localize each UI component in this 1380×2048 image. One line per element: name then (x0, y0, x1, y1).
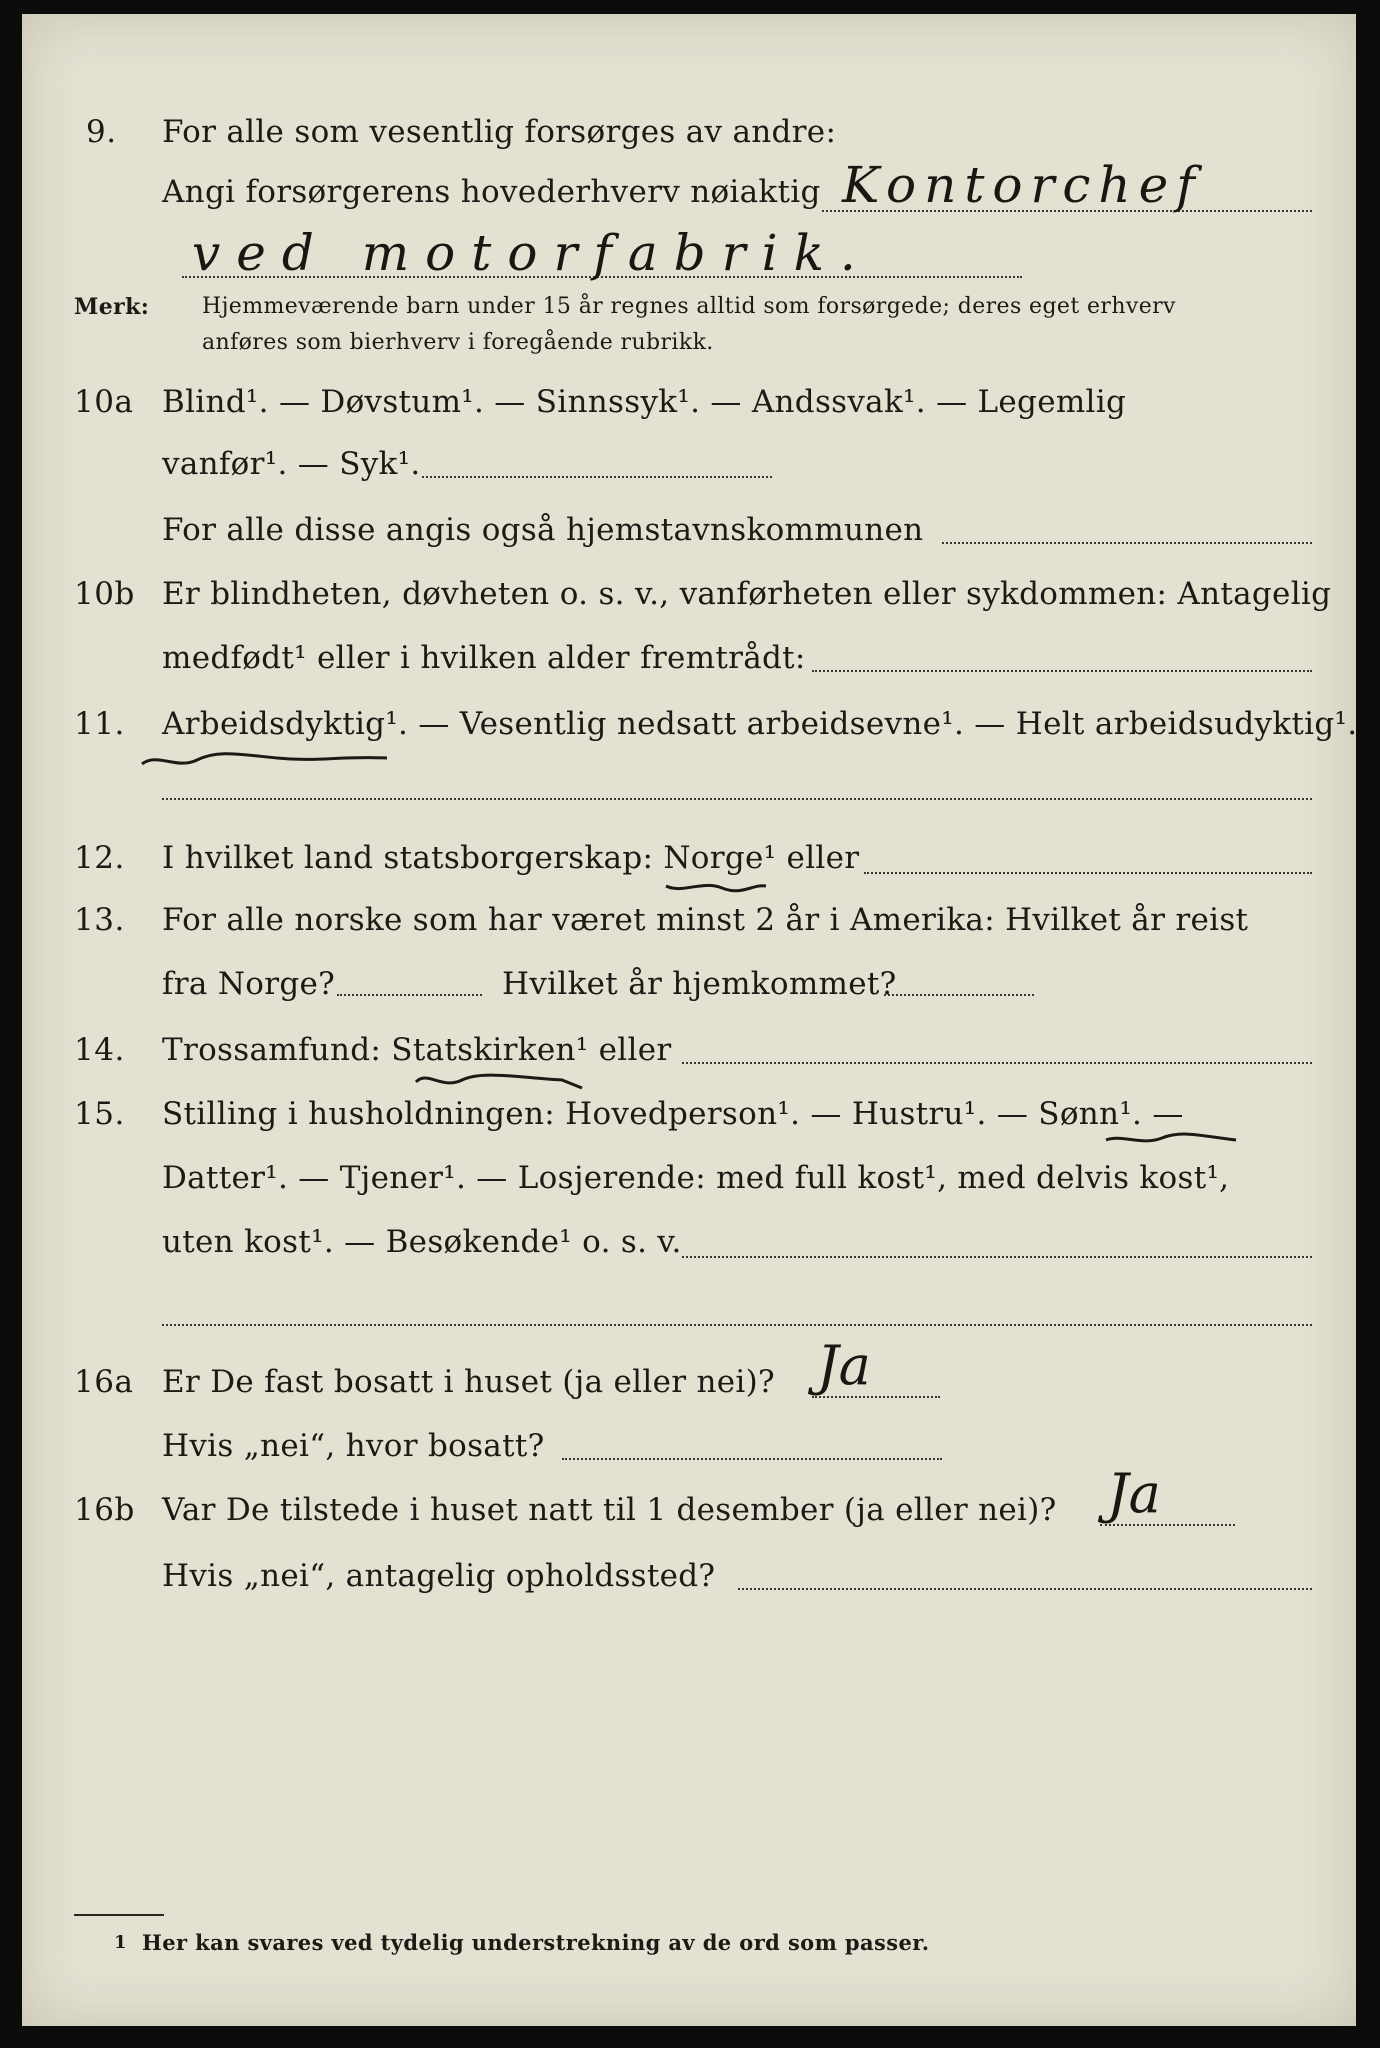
q16a-line1: Er De fast bosatt i huset (ja eller nei)? (162, 1364, 775, 1400)
merk-line1: Hjemmeværende barn under 15 år regnes alltid som forsørgede; deres eget erhverv (202, 294, 1176, 319)
q11-answer-line[interactable] (162, 798, 1312, 800)
q16b-answer-line[interactable] (1100, 1524, 1235, 1526)
q13-number: 13. (74, 902, 125, 938)
q13-line2b: Hvilket år hjemkommet? (502, 966, 897, 1002)
q10b-answer-line[interactable] (812, 670, 1312, 672)
q9-number: 9. (86, 114, 117, 150)
q9-line1: For alle som vesentlig forsørges av andre: (162, 114, 837, 150)
q16b-line2: Hvis „nei“, antagelig opholdssted? (162, 1558, 716, 1594)
q16a-residence-line[interactable] (562, 1458, 942, 1460)
q10a-hometown-line[interactable] (942, 542, 1312, 544)
q12-number: 12. (74, 840, 125, 876)
q16a-number: 16a (74, 1364, 134, 1400)
q13-line1: For alle norske som har været minst 2 år i Amerika: Hvilket år reist (162, 902, 1249, 938)
q10a-number: 10a (74, 384, 134, 420)
census-form-page (22, 14, 1356, 2026)
q12-answer-line[interactable] (864, 872, 1312, 874)
q14-number: 14. (74, 1032, 125, 1068)
q11-underline-scribble (137, 744, 397, 774)
q16a-handwritten-answer[interactable]: Ja (817, 1334, 871, 1397)
footnote-rule (74, 1914, 164, 1916)
q16b-handwritten-answer[interactable]: Ja (1107, 1462, 1161, 1525)
q14-underline-scribble (412, 1066, 592, 1096)
q9-handwritten-answer2[interactable]: ved motorfabrik. (192, 224, 872, 282)
q13-departure-year-line[interactable] (337, 994, 482, 996)
q10a-line1: Blind¹. — Døvstum¹. — Sinnssyk¹. — Andssvak¹. — Legemlig (162, 384, 1127, 420)
q10b-line1: Er blindheten, døvheten o. s. v., vanførheten eller sykdommen: Antagelig (162, 576, 1332, 612)
footnote-text: Her kan svares ved tydelig understrekning av de ord som passer. (142, 1930, 930, 1955)
q15-line2: Datter¹. — Tjener¹. — Losjerende: med full kost¹, med delvis kost¹, (162, 1160, 1230, 1196)
q10b-number: 10b (74, 576, 135, 612)
q10a-answer-line[interactable] (422, 476, 772, 478)
q10b-line2: medfødt¹ eller i hvilken alder fremtrådt: (162, 640, 806, 676)
q13-return-year-line[interactable] (884, 994, 1034, 996)
q15-answer-line2[interactable] (162, 1324, 1312, 1326)
q12-underline-scribble (662, 878, 772, 898)
q15-line1: Stilling i husholdningen: Hovedperson¹. — Hustru¹. — Sønn¹. — (162, 1096, 1184, 1132)
q16a-answer-line[interactable] (812, 1396, 940, 1398)
q16a-line2: Hvis „nei“, hvor bosatt? (162, 1428, 545, 1464)
q16b-line1: Var De tilstede i huset natt til 1 desember (ja eller nei)? (162, 1492, 1057, 1528)
q15-underline-scribble (1102, 1130, 1242, 1150)
q12-line1: I hvilket land statsborgerskap: Norge¹ eller (162, 840, 860, 876)
q11-line1: Arbeidsdyktig¹. — Vesentlig nedsatt arbeidsevne¹. — Helt arbeidsudyktig¹. (162, 706, 1358, 742)
q15-number: 15. (74, 1096, 125, 1132)
q13-line2a: fra Norge? (162, 966, 336, 1002)
merk-label: Merk: (74, 294, 150, 320)
q11-number: 11. (74, 706, 125, 742)
q10a-line3: For alle disse angis også hjemstavnskommunen (162, 512, 924, 548)
q16b-stay-line[interactable] (738, 1588, 1312, 1590)
q9-handwritten-answer1[interactable]: Kontorchef (842, 156, 1203, 214)
merk-line2: anføres som bierhverv i foregående rubrikk. (202, 330, 714, 355)
q15-line3: uten kost¹. — Besøkende¹ o. s. v. (162, 1224, 682, 1260)
q15-answer-line1[interactable] (682, 1256, 1312, 1258)
footnote-mark: 1 (114, 1932, 127, 1953)
q10a-line2: vanfør¹. — Syk¹. (162, 446, 421, 482)
q9-line2: Angi forsørgerens hovederhverv nøiaktig (162, 174, 821, 210)
q16b-number: 16b (74, 1492, 135, 1528)
q14-answer-line[interactable] (682, 1062, 1312, 1064)
q14-line1: Trossamfund: Statskirken¹ eller (162, 1032, 672, 1068)
